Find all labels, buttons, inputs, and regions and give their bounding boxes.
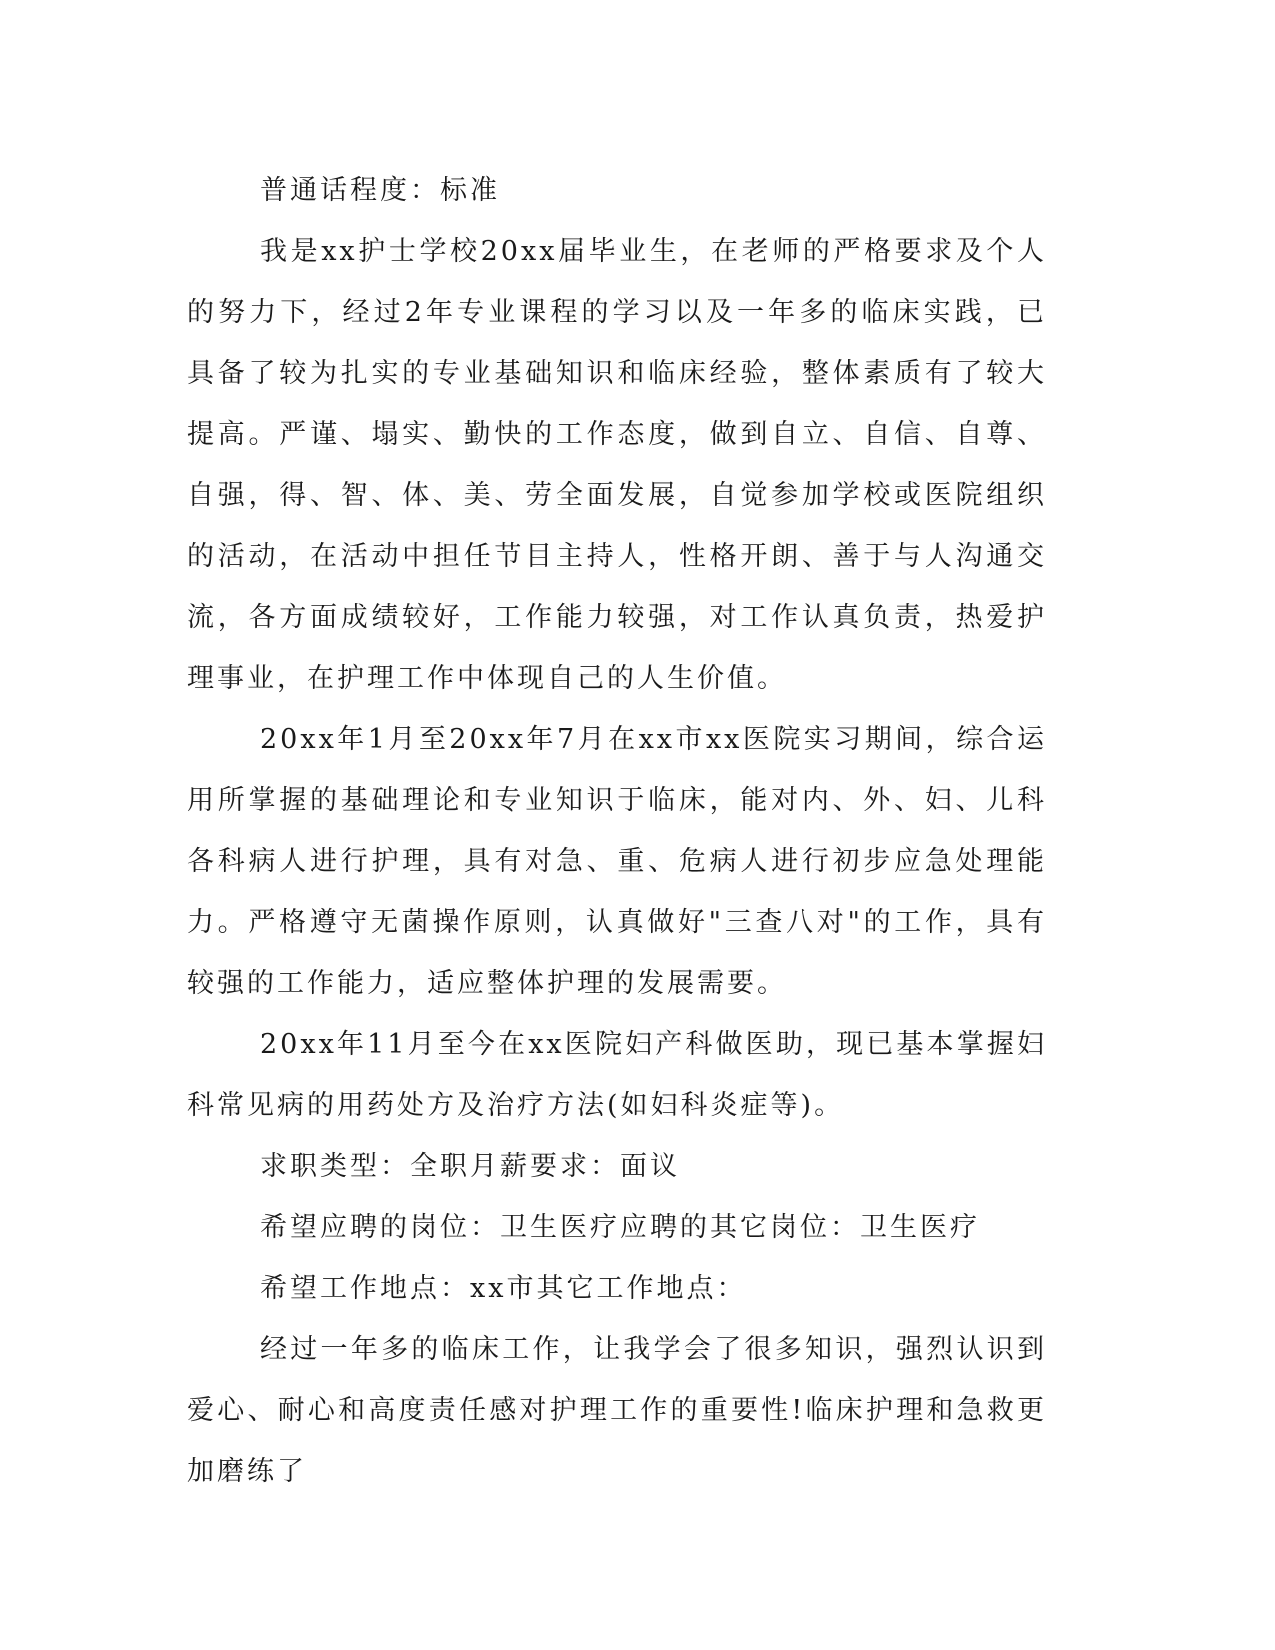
- paragraph-job-type: 求职类型：全职月薪要求：面议: [260, 1151, 680, 1182]
- document-body: [187, 160, 1047, 1502]
- paragraph-current-position: 20xx年11月至今在xx医院妇产科做医助，现已基本掌握妇科常见病的用药处方及治疗方法(如妇科炎症等)。: [187, 1029, 1047, 1121]
- paragraph-desired-position: 希望应聘的岗位：卫生医疗应聘的其它岗位：卫生医疗: [260, 1212, 980, 1243]
- paragraph-self-introduction: 我是xx护士学校20xx届毕业生，在老师的严格要求及个人的努力下，经过2年专业课程的学习以及一年多的临床实践，已具备了较为扎实的专业基础知识和临床经验，整体素质有了较大提高。严谨、塌实、勤快的工作态度，做到自立、自信、自尊、自强，得、智、体、美、劳全面发展，自觉参加学校或医院组织的活动，在活动中担任节目主持人，性格开朗、善于与人沟通交流，各方面成绩较好，工作能力较强，对工作认真负责，热爱护理事业，在护理工作中体现自己的人生价值。: [187, 236, 1047, 694]
- paragraph-internship: 20xx年1月至20xx年7月在xx市xx医院实习期间，综合运用所掌握的基础理论和专业知识于临床，能对内、外、妇、儿科各科病人进行护理，具有对急、重、危病人进行初步应急处理能力。严格遵守无菌操作原则，认真做好"三查八对"的工作，具有较强的工作能力，适应整体护理的发展需要。: [187, 724, 1047, 999]
- paragraph-clinical-experience: 经过一年多的临床工作，让我学会了很多知识，强烈认识到爱心、耐心和高度责任感对护理工作的重要性!临床护理和急救更加磨练了: [187, 1334, 1047, 1487]
- paragraph-work-location: 希望工作地点：xx市其它工作地点：: [260, 1273, 747, 1304]
- paragraph-mandarin-level: 普通话程度：标准: [260, 175, 500, 206]
